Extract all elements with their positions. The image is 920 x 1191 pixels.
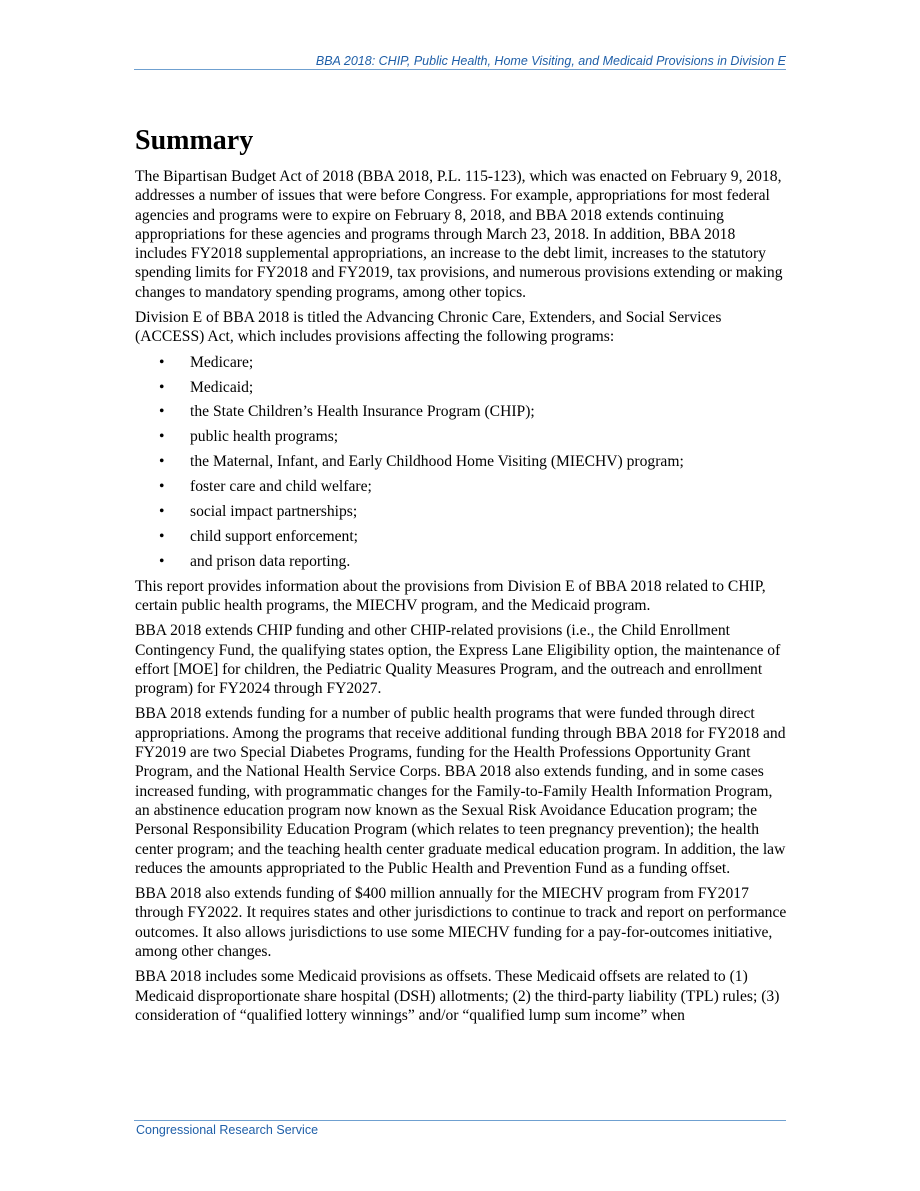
list-item xyxy=(135,452,787,471)
intro-paragraph-1: The Bipartisan Budget Act of 2018 (BBA 2018, P.L. 115-123), which was enacted on February 9, 2018, addresses a number of issues that were before Congress. For example, appropriations for most federal agencies and programs were to expire on February 8, 2018, and BBA 2018 extends continuing appropriations for these agencies and programs through March 23, 2018. In addition, BBA 2018 includes FY2018 supplemental appropriations, an increase to the debt limit, increases to the statutory spending limits for FY2018 and FY2019, tax provisions, and numerous provisions extending or making changes to mandatory spending programs, among other topics. xyxy=(135,168,783,301)
list-item-text: Medicaid; xyxy=(190,378,254,396)
list-item xyxy=(135,402,787,421)
body-paragraph-5: BBA 2018 includes some Medicaid provisions as offsets. These Medicaid offsets are related to (1) Medicaid disproportionate share hospital (DSH) allotments; (2) the third-party liability (TPL) rules; (3) consideration of “qualified lottery winnings” and/or “qualified lump sum income” when xyxy=(135,968,780,1024)
bullet-icon: • xyxy=(159,428,165,446)
list-item-text: public health programs; xyxy=(190,428,339,446)
list-item-text: Medicare; xyxy=(190,353,254,371)
list-item xyxy=(135,552,787,571)
program-list xyxy=(135,353,787,571)
list-item-text: the Maternal, Infant, and Early Childhood Home Visiting (MIECHV) program; xyxy=(190,453,684,471)
body-paragraph-4: BBA 2018 also extends funding of $400 million annually for the MIECHV program from FY2017 through FY2022. It requires states and other jurisdictions to continue to track and report on performance outcomes. It also allows jurisdictions to use some MIECHV funding for a pay-for-outcomes initiative, among other changes. xyxy=(135,885,787,961)
list-item-text: the State Children’s Health Insurance Program (CHIP); xyxy=(190,403,535,421)
list-item xyxy=(135,502,787,521)
section-heading: Summary xyxy=(135,125,254,156)
list-item-text: and prison data reporting. xyxy=(190,552,351,570)
body-paragraph-3: BBA 2018 extends funding for a number of public health programs that were funded through direct appropriations. Among the programs that receive additional funding through BBA 2018 for FY2018 and FY2019 are two Special Diabetes Programs, funding for the Health Professions Opportunity Grant Program, and the National Health Service Corps. BBA 2018 also extends funding, and in some cases increased funding, with programmatic changes for the Family-to-Family Health Information Program, an abstinence education program now known as the Sexual Risk Avoidance Education program; the Personal Responsibility Education Program (which relates to teen pregnancy prevention); the health center program; and the teaching health center graduate medical education program. In addition, the law reduces the amounts appropriated to the Public Health and Prevention Fund as a funding offset. xyxy=(135,705,786,877)
body-paragraph-1: This report provides information about the provisions from Division E of BBA 2018 related to CHIP, certain public health programs, the MIECHV program, and the Medicaid program. xyxy=(135,577,766,614)
list-item xyxy=(135,353,787,372)
list-item xyxy=(135,477,787,496)
bullet-icon: • xyxy=(159,453,165,471)
list-item-text: child support enforcement; xyxy=(190,527,359,545)
list-item xyxy=(135,427,787,446)
bullet-icon: • xyxy=(159,403,165,421)
header-divider xyxy=(134,69,786,70)
bullet-icon: • xyxy=(159,478,165,496)
intro-paragraph-2: Division E of BBA 2018 is titled the Advancing Chronic Care, Extenders, and Social Services (ACCESS) Act, which includes provisions affecting the following programs: xyxy=(135,309,722,346)
list-item-text: foster care and child welfare; xyxy=(190,478,372,496)
bullet-icon: • xyxy=(159,527,165,545)
bullet-icon: • xyxy=(159,552,165,570)
list-item xyxy=(135,527,787,546)
footer-divider xyxy=(134,1120,786,1121)
bullet-icon: • xyxy=(159,353,165,371)
running-header: BBA 2018: CHIP, Public Health, Home Visiting, and Medicaid Provisions in Division E xyxy=(315,54,786,68)
bullet-icon: • xyxy=(159,378,165,396)
list-item-text: social impact partnerships; xyxy=(190,503,358,521)
bullet-icon: • xyxy=(159,503,165,521)
document-body xyxy=(135,124,787,1031)
running-footer: Congressional Research Service xyxy=(136,1123,319,1137)
body-paragraph-2: BBA 2018 extends CHIP funding and other CHIP-related provisions (i.e., the Child Enrollment Contingency Fund, the qualifying states option, the Express Lane Eligibility option, the maintenance of effort [MOE] for children, the Pediatric Quality Measures Program, and the outreach and enrollment program) for FY2024 through FY2027. xyxy=(135,622,781,698)
list-item xyxy=(135,378,787,397)
